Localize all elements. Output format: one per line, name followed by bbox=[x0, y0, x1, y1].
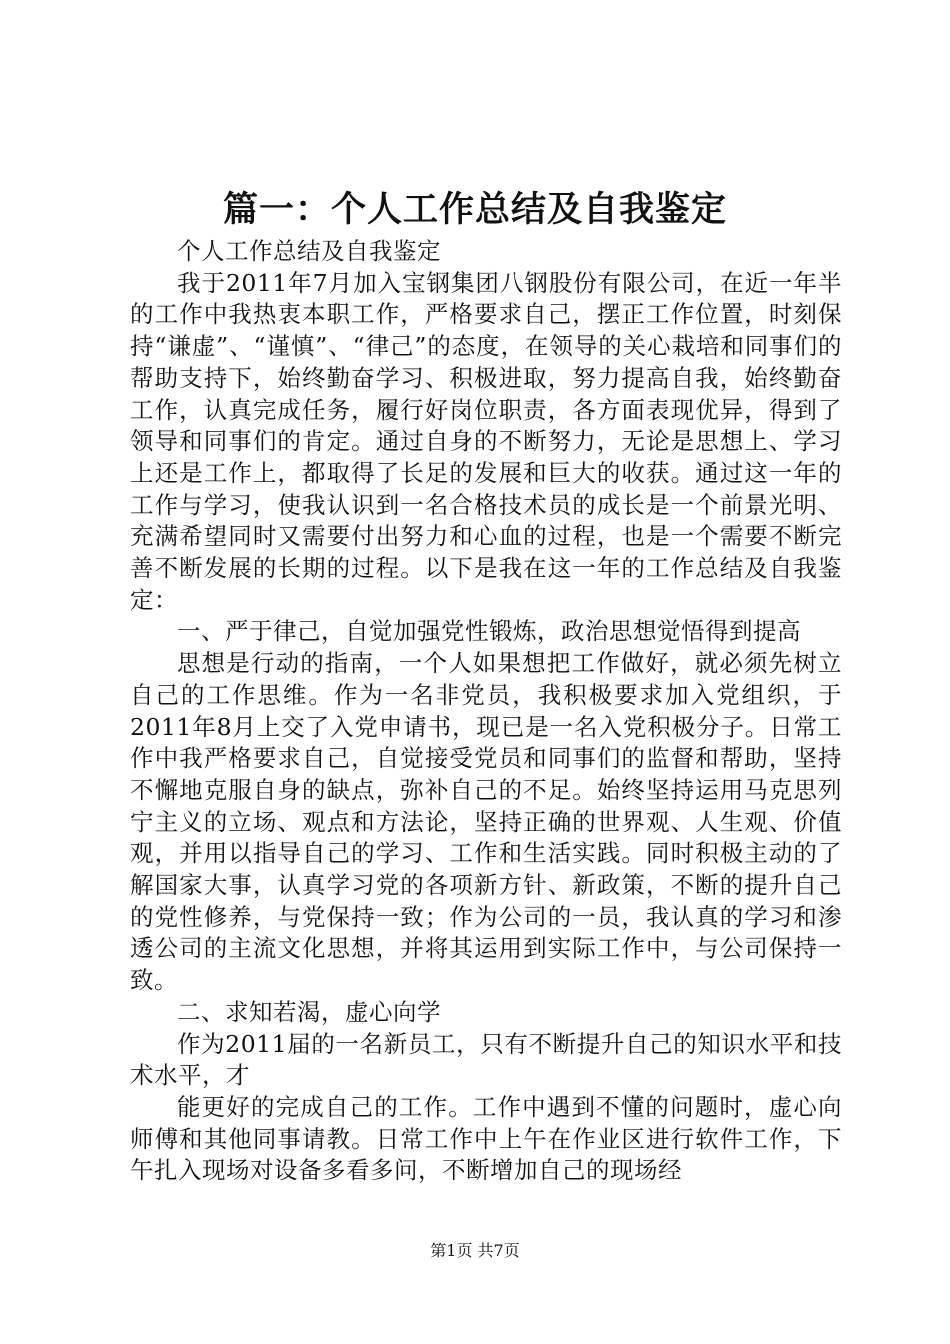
paragraph-section-1: 思想是行动的指南，一个人如果想把工作做好，就必须先树立自己的工作思维。作为一名非党员，我积极要求加入党组织，于2011年8月上交了入党申请书，现已是一名入党积极分子。日常工作中我严格要求自己，自觉接受党员和同事们的监督和帮助，坚持不懈地克服自身的缺点，弥补自己的不足。始终坚持运用马克思列宁主义的立场、观点和方法论，坚持正确的世界观、人生观、价值观，并用以指导自己的学习、工作和生活实践。同时积极主动的了解国家大事，认真学习党的各项新方针、新政策，不断的提升自己的党性修养，与党保持一致；作为公司的一员，我认真的学习和渗透公司的主流文化思想，并将其运用到实际工作中，与公司保持一致。 bbox=[130, 649, 842, 995]
paragraph-section-2b: 能更好的完成自己的工作。工作中遇到不懂的问题时，虚心向师傅和其他同事请教。日常工作中上午在作业区进行软件工作，下午扎入现场对设备多看多问，不断增加自己的现场经 bbox=[130, 1092, 842, 1185]
paragraph-section-2a: 作为2011届的一名新员工，只有不断提升自己的知识水平和技术水平，才 bbox=[130, 1029, 842, 1090]
paragraph-subtitle: 个人工作总结及自我鉴定 bbox=[177, 237, 441, 265]
document-body bbox=[130, 236, 842, 1187]
section-heading-2: 二、求知若渴，虚心向学 bbox=[177, 997, 441, 1026]
document-title: 篇一：个人工作总结及自我鉴定 bbox=[222, 189, 727, 230]
paragraph-intro: 我于2011年7月加入宝钢集团八钢股份有限公司，在近一年半的工作中我热衷本职工作，严格要求自己，摆正工作位置，时刻保持“谦虚”、“谨慎”、“律己”的态度，在领导的关心栽培和同事们的帮助支持下，始终勤奋学习、积极进取，努力提高自我，始终勤奋工作，认真完成任务，履行好岗位职责，各方面表现优异，得到了领导和同事们的肯定。通过自身的不断努力，无论是思想上、学习上还是工作上，都取得了长足的发展和巨大的收获。通过这一年的工作与学习，使我认识到一名合格技术员的成长是一个前景光明、充满希望同时又需要付出努力和心血的过程，也是一个需要不断完善不断发展的长期的过程。以下是我在这一年的工作总结及自我鉴定： bbox=[130, 268, 842, 614]
page-footer: 第1页 共7页 bbox=[430, 1241, 520, 1260]
section-heading-1: 一、严于律己，自觉加强党性锻炼，政治思想觉悟得到提高 bbox=[177, 617, 801, 646]
